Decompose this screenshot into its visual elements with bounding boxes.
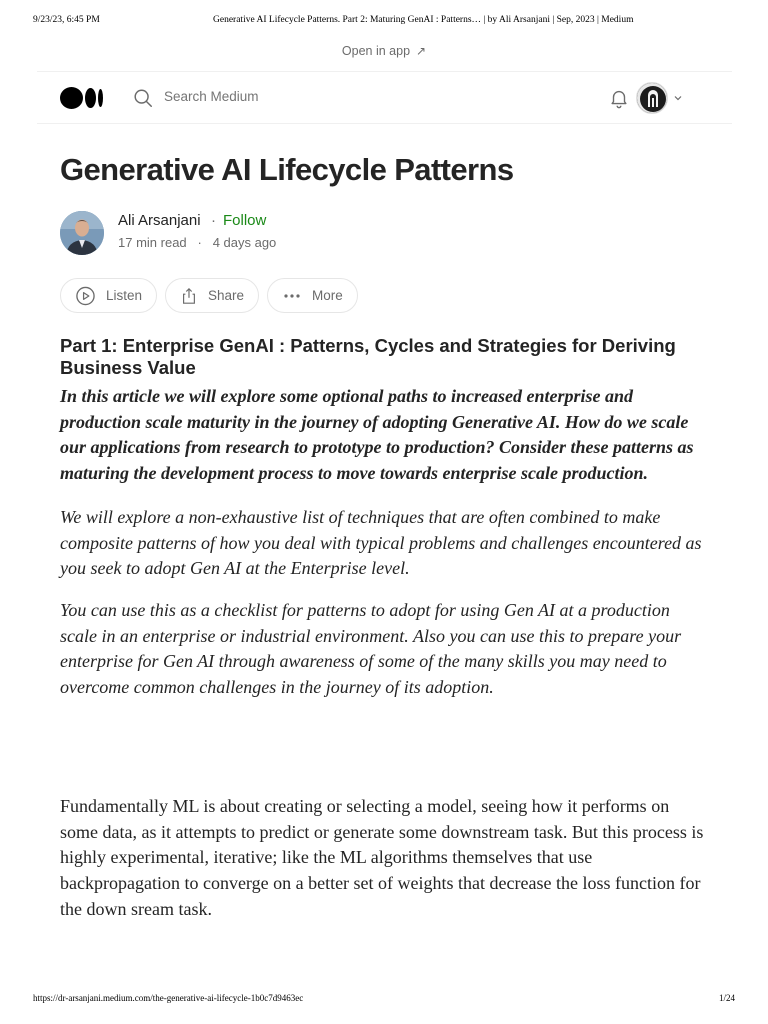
print-url: https://dr-arsanjani.medium.com/the-generative-ai-lifecycle-1b0c7d9463ec [33, 993, 304, 1003]
article-meta [118, 235, 276, 250]
open-in-app-label: Open in app [341, 44, 411, 58]
separator-dot: · [211, 212, 216, 229]
medium-logo-icon[interactable] [60, 86, 104, 110]
body-paragraph: You can use this as a checklist for patterns to adopt for using Gen AI at a production scale in an enterprise or industrial environment. Also you can use this to prepare your enterprise for Gen AI through awareness of some of the many skills you may need to overcome common challenges in the journey of its adoption. [60, 600, 682, 698]
chevron-down-icon[interactable] [672, 92, 684, 104]
read-time: 17 min read [118, 235, 187, 250]
more-button[interactable] [267, 278, 358, 313]
listen-label: Listen [105, 288, 142, 303]
search-input[interactable] [164, 89, 384, 104]
article-subtitle: Part 1: Enterprise GenAI : Patterns, Cycles and Strategies for Deriving Business Value [60, 335, 676, 378]
body-paragraph: We will explore a non-exhaustive list of techniques that are often combined to make composite patterns of how you deal with typical problems and challenges encountered as you seek to adopt Gen AI at the Enterprise level. [60, 507, 702, 579]
author-avatar[interactable] [60, 211, 104, 255]
open-in-app-link[interactable] [0, 44, 768, 58]
top-navigation-bar [60, 82, 708, 114]
nav-divider [37, 123, 732, 124]
share-label: Share [207, 288, 244, 303]
print-footer [33, 993, 735, 1005]
external-arrow-icon: ↗ [416, 44, 427, 58]
share-button[interactable] [165, 278, 259, 313]
bell-icon[interactable] [608, 87, 630, 109]
published-date: 4 days ago [212, 235, 277, 250]
print-date: 9/23/23, 6:45 PM [33, 15, 100, 25]
intro-paragraph: In this article we will explore some optional paths to increased enterprise and production scale maturity in the journey of adopting Generative AI. How do we scale our applications from research to prototype to production? Consider these patterns as maturing the development process to move towards enterprise scale production. [60, 386, 694, 484]
more-label: More [312, 288, 343, 303]
print-page-title: Generative AI Lifecycle Patterns. Part 2: Maturing GenAI : Patterns… | by Ali Arsanjani | Sep, 2023 | Medium [213, 15, 634, 25]
separator-dot: · [190, 235, 210, 250]
play-icon [75, 285, 96, 307]
body-paragraph: Fundamentally ML is about creating or selecting a model, seeing how it performs on some data, as it attempts to predict or generate some downstream task. But this process is highly experimental, iterative; like the ML algorithms themselves that use backpropagation to converge on a better set of weights that decrease the loss function for the down sream task. [60, 796, 704, 919]
follow-button[interactable]: Follow [223, 212, 267, 229]
share-icon [180, 286, 198, 306]
top-divider [37, 71, 732, 72]
more-icon [282, 286, 302, 306]
print-header [33, 15, 735, 29]
author-name[interactable]: Ali Arsanjani [118, 212, 201, 229]
search-icon[interactable] [132, 87, 154, 109]
user-avatar[interactable] [636, 82, 668, 114]
print-page-number: 1/24 [718, 993, 735, 1003]
listen-button[interactable] [60, 278, 157, 313]
article-title: Generative AI Lifecycle Patterns [60, 152, 514, 187]
